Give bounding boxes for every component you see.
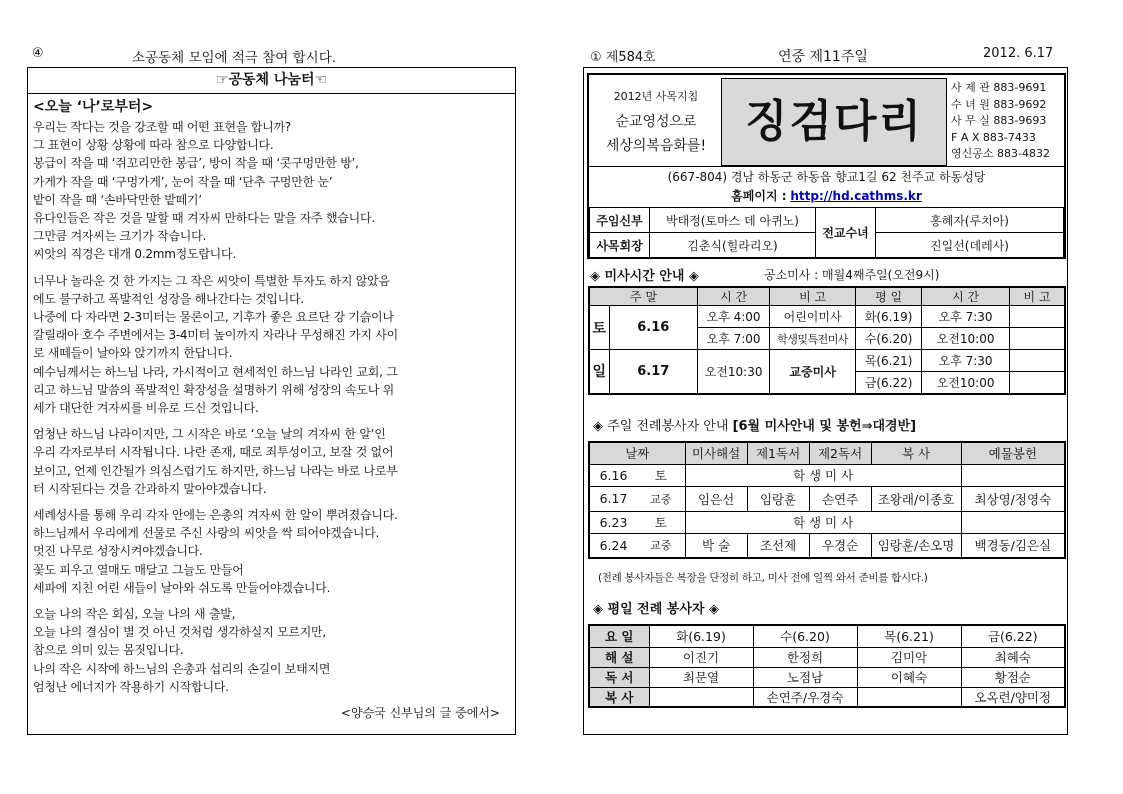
sun-date: 6.17 [609, 350, 698, 394]
essay-line: 가게가 작을 때 ‘구멍가게’, 눈이 작을 때 ‘단추 구멍만한 눈’ [33, 174, 333, 189]
sat-mass-2-note: 학생및특전미사 [770, 328, 856, 350]
weekday-servers-title: ◈ 평일 전례 봉사자 ◈ [593, 602, 720, 617]
weekday-cell: 최혜숙 [961, 647, 1065, 667]
masthead [587, 73, 1066, 259]
essay-line: 너무나 놀라운 것 한 가지는 그 작은 씨앗이 특별한 투자도 하지 않았음 [33, 273, 390, 288]
essay-line: 씨앗의 직경은 대개 0.2mm정도랍니다. [33, 247, 236, 262]
offering-note: [6월 미사안내 및 봉헌⇒대경반] [732, 419, 917, 434]
sunday-row-day: 교중 [637, 533, 685, 558]
weekday-cell: 이혜숙 [857, 667, 961, 687]
essay-line: 꽃도 피우고 열매도 매달고 그늘도 만들어 [33, 562, 244, 577]
essay-line: 갈릴래아 호수 주변에서는 3-4미터 높이까지 자라나 무성해진 가지 사이 [33, 328, 398, 343]
sunday-header-reading-1: 제1독서 [747, 442, 809, 464]
weekday-4-day: 금(6.22) [856, 372, 922, 394]
essay-line: 에도 불구하고 폭발적인 성장을 해나간다는 것입니다. [33, 291, 304, 306]
weekday-header-thu: 목(6.21) [857, 625, 961, 647]
sunday-row-offering [961, 464, 1065, 486]
weekday-3-note [1010, 350, 1065, 372]
sunday-row-reading-1: 임랑훈 [747, 486, 809, 511]
weekday-header-wed: 수(6.20) [753, 625, 857, 647]
essay-line: 참으로 의미 있는 몸짓입니다. [33, 643, 184, 658]
motto-line-1: 순교영성으로 [615, 114, 697, 130]
weekday-row-label: 독 서 [589, 667, 649, 687]
weekday-1-time: 오후 7:30 [922, 306, 1010, 328]
essay-line: 하느님께서 우리에게 선물로 주신 사랑의 씨앗을 싹 틔어야겠습니다. [33, 526, 380, 541]
weekday-cell: 이진기 [649, 647, 753, 667]
sunday-header-date: 날짜 [589, 442, 685, 464]
sunday-row-altar: 임랑훈/손오명 [871, 533, 961, 558]
sunday-row-reading-2: 손연주 [809, 486, 871, 511]
issue-number: ① 제584호 [590, 50, 656, 65]
weekday-2-note [1010, 328, 1065, 350]
weekday-1-day: 화(6.19) [856, 306, 922, 328]
essay-line: 나중에 다 자라면 2-3미터는 물론이고, 기후가 좋은 요르단 강 기슭이나 [33, 310, 394, 325]
essay-line: 그 표현이 상황 상황에 따라 참으로 다양합니다. [33, 138, 274, 153]
pastoral-motto [591, 78, 721, 166]
left-page-number: ④ [32, 46, 44, 61]
essay-line: 그만큼 겨자씨는 크기가 작습니다. [33, 229, 207, 244]
essay-line: 우리는 작다는 것을 강조할 때 어떤 표현을 합니까? [33, 120, 291, 134]
sunday-row-reading-2: 우경순 [809, 533, 871, 558]
mass-header-time-2: 시 간 [922, 287, 1010, 306]
essay-paragraph [33, 118, 510, 264]
essay-line: 나의 작은 시작에 하느님의 은총과 섭리의 손길이 보태지면 [33, 661, 331, 676]
weekday-cell [857, 687, 961, 707]
weekday-row-label: 복 사 [589, 687, 649, 707]
sunday-row-reading-1: 조선제 [747, 533, 809, 558]
essay-line: 로 새떼들이 날아와 앉기까지 한답니다. [33, 346, 233, 361]
sat-mass-1-time: 오후 4:00 [698, 306, 770, 328]
essay-signature: <양승국 신부님의 글 중에서> [340, 706, 500, 721]
sharing-box-title: ☞공동체 나눔터☜ [28, 68, 515, 94]
essay-line: 우리 각자로부터 시작됩니다. 나란 존재, 때로 죄투성이고, 보잘 것 없어 [33, 445, 394, 460]
weekday-cell: 황점순 [961, 667, 1065, 687]
sunday-row-commentary: 임은선 [685, 486, 747, 511]
essay-line: 밭이 작을 때 ‘손바닥만한 밭떼기’ [33, 192, 202, 207]
sunday-header-altar: 복 사 [871, 442, 961, 464]
sun-day: 일 [589, 350, 609, 394]
essay-line: 엄청난 에너지가 작용하기 시작합니다. [33, 679, 229, 694]
sat-mass-1-note: 어린이미사 [770, 306, 856, 328]
contact-gongso: 영신공소 883-4832 [951, 147, 1050, 160]
essay-paragraph [33, 272, 510, 418]
sunday-header-offering: 예물봉헌 [961, 442, 1065, 464]
servers-footnote: (전례 봉사자들은 복장을 단정히 하고, 미사 전에 일찍 와서 준비를 합시다.) [598, 572, 928, 584]
homepage-line [589, 186, 1064, 206]
weekday-cell: 오옥련/양미정 [961, 687, 1065, 707]
sunday-row-date: 6.16 [589, 464, 637, 486]
mass-header-weekend: 주 말 [589, 287, 698, 306]
sun-mass-time: 오전10:30 [698, 350, 770, 394]
weekday-cell [649, 687, 753, 707]
sunday-row-date: 6.23 [589, 511, 637, 533]
essay-title: <오늘 ‘나’로부터> [33, 99, 154, 115]
motto-year: 2012년 사목지침 [613, 90, 699, 103]
sunday-servers-heading [593, 415, 916, 434]
weekday-header-label: 요 일 [589, 625, 649, 647]
sat-mass-2-time: 오후 7:00 [698, 328, 770, 350]
contact-rectory: 사 제 관 883-9691 [951, 81, 1047, 94]
nun-name-1: 홍혜자(루치아) [876, 208, 1064, 233]
sun-mass-note: 교중미사 [770, 350, 856, 394]
essay-paragraph [33, 425, 510, 498]
weekday-3-day: 목(6.21) [856, 350, 922, 372]
essay-line: 멋진 나무로 성장시켜야겠습니다. [33, 544, 203, 559]
council-label: 사목회장 [590, 233, 650, 258]
essay-paragraph [33, 605, 510, 696]
weekday-3-time: 오후 7:30 [922, 350, 1010, 372]
weekday-cell: 김미악 [857, 647, 961, 667]
sunday-row-offering [961, 511, 1065, 533]
sunday-header-reading-2: 제2독서 [809, 442, 871, 464]
weekday-cell: 손연주/우경숙 [753, 687, 857, 707]
contact-convent: 수 녀 원 883-9692 [951, 97, 1047, 111]
mass-header-note-2: 비 고 [1010, 287, 1065, 306]
essay-line: 보이고, 언제 인간될가 의심스럽기도 하지만, 하느님 나라는 바로 나로부 [33, 463, 398, 478]
mass-header-time: 시 간 [698, 287, 770, 306]
contact-office: 사 무 실 883-9693 [951, 114, 1047, 127]
weekday-4-time: 오전10:00 [922, 372, 1010, 394]
essay-body [33, 118, 510, 696]
essay-line: 봉급이 작을 때 ‘쥐꼬리만한 봉급’, 방이 작을 때 ‘콧구멍만한 방’, [33, 156, 359, 171]
sunday-servers-title: ◈ 주일 전례봉사자 안내 [593, 419, 729, 434]
essay-line: 터 시작된다는 것을 간과하지 말아야겠습니다. [33, 481, 267, 496]
sat-day: 토 [589, 306, 609, 350]
contact-list [951, 80, 1063, 163]
essay-paragraph [33, 506, 510, 597]
issue-date: 2012. 6.17 [983, 46, 1054, 61]
sunday-row-date: 6.24 [589, 533, 637, 558]
motto-line-2: 세상의복음화를! [605, 138, 707, 154]
weekday-servers-table [588, 624, 1066, 708]
sat-date: 6.16 [609, 306, 698, 350]
address: (667-804) 경남 하동군 하동읍 향교1길 62 천주교 하동성당 [589, 166, 1064, 187]
left-page-header: 소공동체 모임에 적극 참여 합시다. [132, 50, 337, 66]
weekday-2-time: 오전10:00 [922, 328, 1010, 350]
sunday-row-offering: 백경동/김은실 [961, 533, 1065, 558]
sunday-servers-table [588, 441, 1066, 559]
mass-times-table [588, 286, 1066, 395]
newsletter-logo: 징검다리 [721, 78, 947, 166]
weekday-4-note [1010, 372, 1065, 394]
homepage-link[interactable]: http://hd.cathms.kr [790, 189, 922, 203]
essay-line: 세가 대단한 겨자씨를 비유로 드신 것입니다. [33, 401, 259, 416]
sunday-row-day: 토 [637, 464, 685, 486]
essay-line: 세례성사를 통해 우리 각자 안에는 은총의 겨자씨 한 알이 뿌려졌습니다. [33, 508, 398, 523]
essay-line: 오늘 나의 작은 회심, 오늘 나의 새 출발, [33, 607, 236, 622]
mass-times-title: ◈ 미사시간 안내 ◈ [590, 269, 699, 284]
mass-header-note: 비 고 [770, 287, 856, 306]
weekday-2-day: 수(6.20) [856, 328, 922, 350]
nun-name-2: 진일선(데레사) [876, 233, 1064, 258]
sunday-row-day: 교중 [637, 486, 685, 511]
staff-table [589, 207, 1064, 258]
weekday-1-note [1010, 306, 1065, 328]
essay-line: 엄청난 하느님 나라이지만, 그 시작은 바로 ‘오늘 날의 겨자씨 한 알’인 [33, 427, 386, 442]
council-name: 김춘식(힐라리오) [650, 233, 816, 258]
mass-header-weekday: 평 일 [856, 287, 922, 306]
weekday-header-fri: 금(6.22) [961, 625, 1065, 647]
essay-line: 세파에 지친 어린 새들이 날아와 쉬도록 만들어야겠습니다. [33, 580, 331, 595]
essay-line: 오늘 나의 결심이 별 것 아닌 것처럼 생각하실지 모르지만, [33, 625, 326, 640]
homepage-label: 홈페이지 : [731, 189, 787, 203]
sunday-header-commentary: 미사해설 [685, 442, 747, 464]
nun-label: 전교수녀 [816, 208, 876, 258]
sharing-box [27, 67, 516, 735]
essay-line: 예수님께서는 하느님 나라, 가시적이고 현세적인 하느님 나라인 교회, 그 [33, 364, 398, 379]
essay-line: 유다인들은 작은 것을 말할 때 겨자씨 만하다는 말을 자주 했습니다. [33, 211, 375, 226]
liturgical-week: 연중 제11주일 [778, 49, 868, 65]
sunday-row-merged: 학 생 미 사 [685, 464, 961, 486]
weekday-row-label: 해 설 [589, 647, 649, 667]
sunday-row-merged: 학 생 미 사 [685, 511, 961, 533]
sunday-row-date: 6.17 [589, 486, 637, 511]
weekday-header-tue: 화(6.19) [649, 625, 753, 647]
pastor-label: 주임신부 [590, 208, 650, 233]
gongso-mass: 공소미사 : 매월4째주일(오전9시) [764, 268, 940, 282]
pastor-name: 박태정(토마스 데 아퀴노) [650, 208, 816, 233]
essay-line: 리고 하느님 말씀의 폭발적인 확장성을 설명하기 위해 성장의 속도나 위 [33, 382, 395, 397]
weekday-cell: 한정희 [753, 647, 857, 667]
weekday-cell: 최문열 [649, 667, 753, 687]
contact-fax: F A X 883-7433 [951, 130, 1036, 144]
sunday-row-offering: 최상영/정영숙 [961, 486, 1065, 511]
sunday-row-commentary: 박 술 [685, 533, 747, 558]
sunday-row-day: 토 [637, 511, 685, 533]
sunday-row-altar: 조왕래/이종호 [871, 486, 961, 511]
weekday-cell: 노점남 [753, 667, 857, 687]
